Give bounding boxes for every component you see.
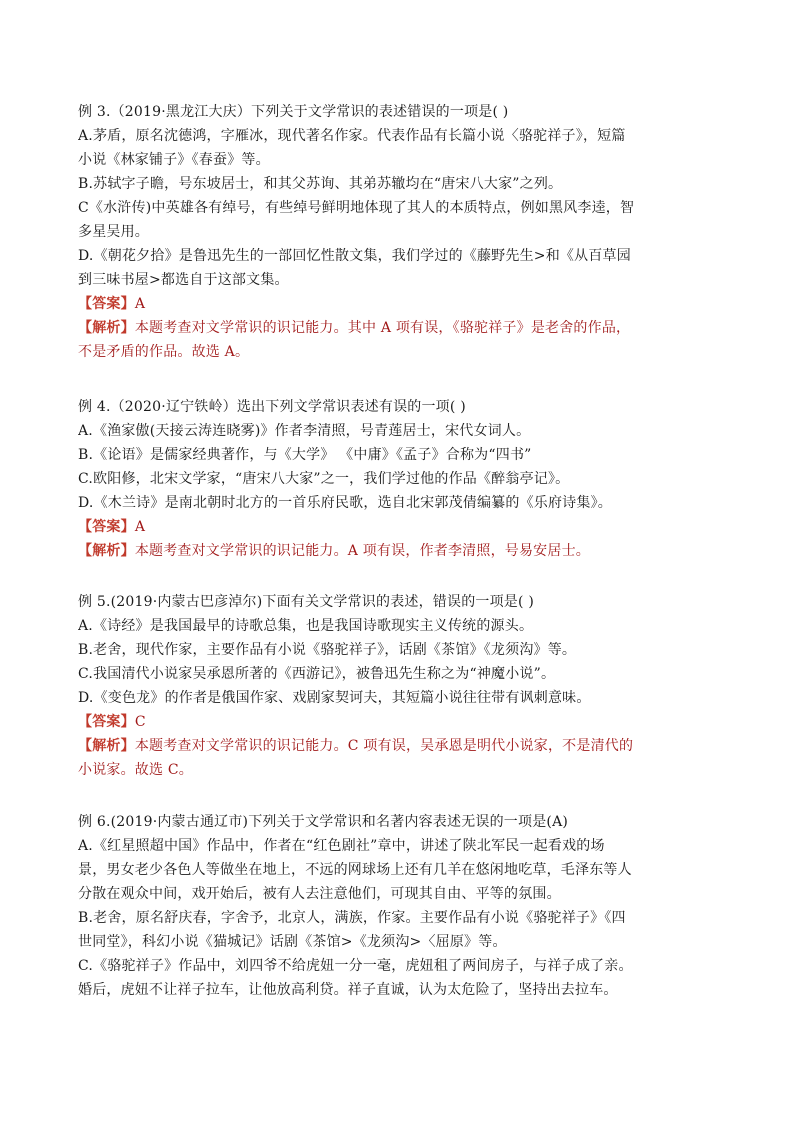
answer-line: [78, 710, 718, 734]
option-line: 多星吴用。: [78, 224, 149, 240]
option-line: 世同堂》，科幻小说《猫城记》话剧《茶馆>《龙须沟>〈屈原》等。: [78, 934, 507, 950]
option-line: D.《变色龙》的作者是俄国作家、戏剧家契诃夫，其短篇小说往往带有讽刺意味。: [78, 690, 591, 706]
answer-value: A: [134, 519, 146, 535]
analysis-text: 小说家。故选 C。: [78, 762, 193, 778]
option-line: 到三味书屋>都选自于这部文集。: [78, 272, 289, 288]
option-line: C.我国清代小说家吴承恩所著的《西游记》，被鲁迅先生称之为“神魔小说”。: [78, 666, 556, 682]
option-line: A.茅盾，原名沈德鸿，字雁冰，现代著名作家。代表作品有长篇小说〈骆驼祥子》，短篇: [78, 128, 626, 144]
analysis-line: [78, 734, 718, 758]
answer-line: [78, 292, 718, 316]
option-line: 分散在观众中间，戏开始后，被有人去注意他们，可现其自由、平等的氛围。: [78, 886, 561, 902]
answer-tag: 【答案】: [78, 714, 135, 730]
option-line: D.《木兰诗》是南北朝时北方的一首乐府民歌，选自北宋郭茂倩编纂的《乐府诗集》。: [78, 495, 612, 511]
option-line: C.欧阳修，北宋文学家，“唐宋八大家”之一，我们学过他的作品《醉翁亭记》。: [78, 471, 570, 487]
example-6: [78, 810, 718, 1002]
option-line: B.老舍，原名舒庆春，字舍予，北京人，满族，作家。主要作品有小说《骆驼祥子》《四: [78, 910, 626, 926]
option-line: C《水浒传)中英雄各有绰号，有些绰号鲜明地体现了其人的本质特点，例如黑风李逵，智: [78, 200, 635, 216]
analysis-tag: 【解析】: [78, 543, 135, 559]
option-line: 景，男女老少各色人等做坐在地上，不远的网球场上还有几羊在悠闲地吃草，毛泽东等人: [78, 862, 632, 878]
question-stem: 例 5.(2019·内蒙古巴彦淖尔)下面有关文学常识的表述，错误的一项是( ): [78, 594, 534, 610]
analysis-text: 不是矛盾的作品。故选 A。: [78, 344, 250, 360]
option-line: A.《渔家傲(天接云涛连晓雾)》作者李清照，号青莲居士，宋代女词人。: [78, 423, 531, 439]
example-4: [78, 395, 718, 563]
analysis-tag: 【解析】: [78, 738, 135, 754]
answer-tag: 【答案】: [78, 519, 135, 535]
answer-line: [78, 515, 718, 539]
option-line: A.《红星照超中国》作品中，作者在“红色剧社”章中，讲述了陕北军民一起看戏的场: [78, 838, 605, 854]
option-line: 小说《林家铺子》《春蚕》等。: [78, 152, 270, 168]
question-stem: 例 4.（2020·辽宁铁岭）选出下列文学常识表述有误的一项( ): [78, 399, 466, 415]
option-line: D.《朝花夕拾》是鲁迅先生的一部回忆性散文集，我们学过的《藤野先生>和《从百草园: [78, 248, 631, 264]
answer-value: A: [134, 296, 146, 312]
example-5: [78, 590, 718, 782]
option-line: B.老舍，现代作家，主要作品有小说《骆驼祥子》，话剧《茶馆》《龙须沟》等。: [78, 642, 577, 658]
analysis-tag: 【解析】: [78, 320, 135, 336]
question-stem: 例 3.（2019·黑龙江大庆）下列关于文学常识的表述错误的一项是( ): [78, 104, 509, 120]
analysis-text: 本题考查对文学常识的识记能力。A 项有误，作者李清照，号易安居士。: [134, 543, 590, 559]
option-line: 婚后，虎妞不让祥子拉车，让他放高利贷。祥子直诚，认为太危险了，坚持出去拉车。: [78, 982, 618, 998]
analysis-text: 本题考查对文学常识的识记能力。C 项有误，吴承恩是明代小说家，不是清代的: [134, 738, 634, 754]
question-stem: 例 6.(2019·内蒙古通辽市)下列关于文学常识和名著内容表述无误的一项是(A): [78, 814, 569, 830]
example-3: [78, 100, 718, 364]
answer-tag: 【答案】: [78, 296, 135, 312]
option-line: C.《骆驼祥子》作品中，刘四爷不给虎妞一分一毫，虎妞租了两间房子，与祥子成了亲。: [78, 958, 633, 974]
analysis-line: [78, 316, 718, 340]
analysis-line: [78, 539, 718, 563]
option-line: B.苏轼字子瞻，号东坡居士，和其父苏询、其弟苏辙均在“唐宋八大家”之列。: [78, 176, 563, 192]
analysis-text: 本题考查对文学常识的识记能力。其中 A 项有误，《骆驼祥子》是老舍的作品，: [134, 320, 631, 336]
option-line: A.《诗经》是我国最早的诗歌总集，也是我国诗歌现实主义传统的源头。: [78, 618, 534, 634]
answer-value: C: [134, 714, 146, 730]
option-line: B.《论语》是儒家经典著作，与《大学》 《中庸》《孟子》合称为“四书”: [78, 447, 532, 463]
